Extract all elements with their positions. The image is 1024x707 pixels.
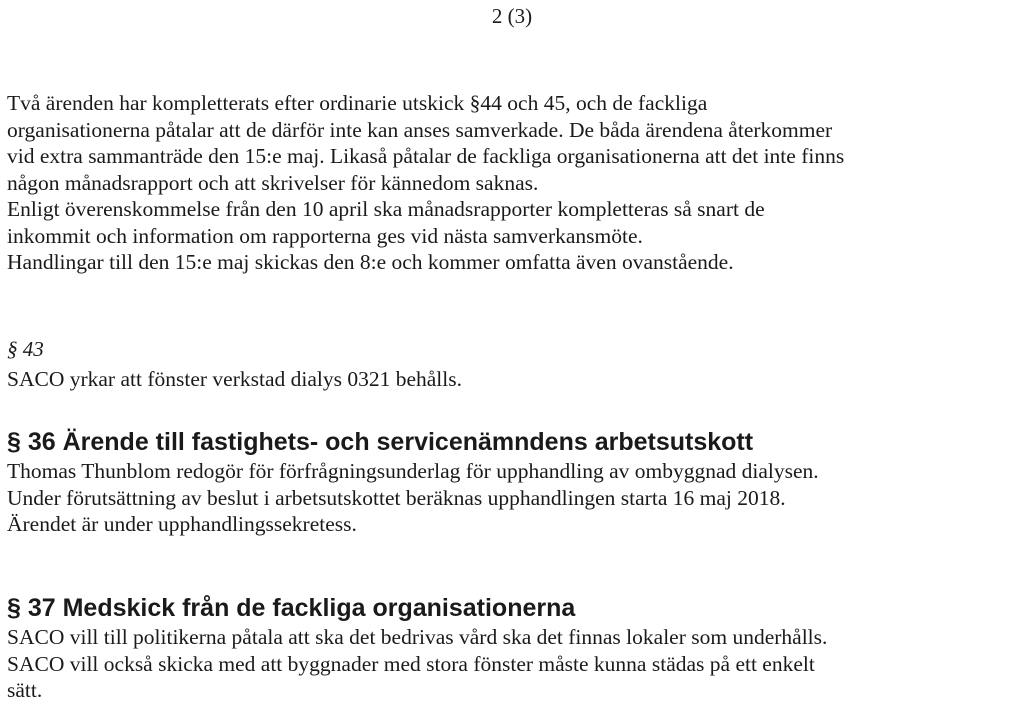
section-36-heading: § 36 Ärende till fastighets- och servicenämndens arbetsutskott	[7, 428, 754, 456]
section-36-line: Ärendet är under upphandlingssekretess.	[7, 512, 357, 536]
intro-line: Två ärenden har kompletterats efter ordinarie utskick §44 och 45, och de fackliga	[7, 91, 708, 115]
section-37-line: SACO vill också skicka med att byggnader med stora fönster måste kunna städas på ett enkelt	[7, 651, 815, 676]
section-36-line: Thomas Thunblom redogör för förfrågningsunderlag för upphandling av ombyggnad dialysen.	[7, 459, 819, 483]
section-36-body	[7, 458, 819, 538]
intro-line: organisationerna påtalar att de därför inte kan anses samverkade. De båda ärendena återkommer	[7, 117, 833, 142]
section-37-line: SACO vill till politikerna påtala att ska det bedrivas vård ska det finnas lokaler som underhålls.	[7, 625, 828, 649]
section-37-heading: § 37 Medskick från de fackliga organisationerna	[7, 594, 576, 622]
intro-line: Enligt överenskommelse från den 10 april ska månadsrapporter kompletteras så snart de	[7, 197, 765, 221]
intro-line: Handlingar till den 15:e maj skickas den 8:e och kommer omfatta även ovanstående.	[7, 250, 734, 274]
section-37-body	[7, 624, 827, 704]
section-37-line: sätt.	[7, 678, 43, 702]
intro-paragraph	[7, 90, 844, 276]
section-36-line: Under förutsättning av beslut i arbetsutskottet beräknas upphandlingen starta 16 maj 2018.	[7, 485, 786, 510]
intro-line: inkommit och information om rapporterna ges vid nästa samverkansmöte.	[7, 223, 643, 248]
section-43-body	[7, 366, 462, 393]
intro-line: vid extra sammanträde den 15:e maj. Likaså påtalar de fackliga organisationerna att det inte finns	[7, 144, 845, 168]
section-43-line: SACO yrkar att fönster verkstad dialys 0321 behålls.	[7, 367, 462, 391]
section-43-heading: § 43	[7, 337, 44, 361]
page-number: 2 (3)	[491, 4, 533, 28]
intro-line: någon månadsrapport och att skrivelser för kännedom saknas.	[7, 170, 539, 195]
